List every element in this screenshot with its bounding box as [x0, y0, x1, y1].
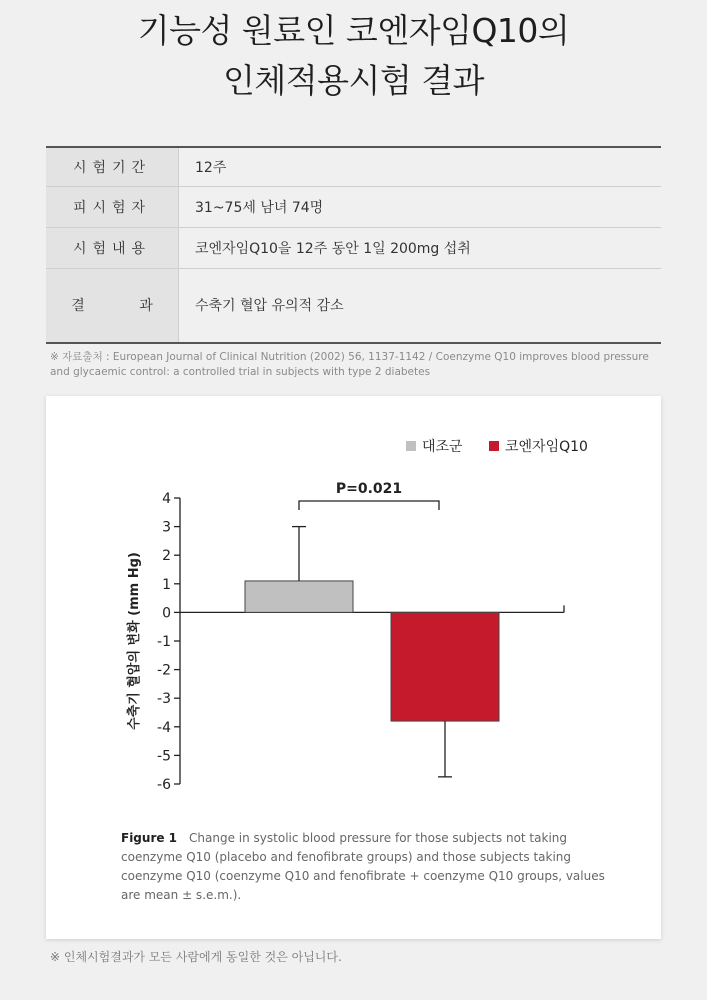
row-value: 코엔자임Q10을 12주 동안 1일 200mg 섭취: [179, 227, 662, 268]
bar-coq10: [391, 612, 499, 721]
figure-caption: [121, 829, 611, 905]
significance-bracket: [299, 501, 439, 510]
row-key: 시험기간: [46, 147, 179, 186]
y-tick-label: 4: [162, 491, 171, 507]
y-tick-label: 3: [162, 519, 171, 536]
y-tick-label: -1: [157, 634, 171, 650]
y-axis-label: 수축기 혈압의 변화 (mm Hg): [127, 552, 142, 730]
title-line-2: 인체적용시험 결과: [222, 61, 484, 100]
footnote: ※ 인체시험결과가 모든 사람에게 동일한 것은 아닙니다.: [50, 950, 342, 964]
page-title: [0, 6, 707, 106]
legend-swatch-coq10: [489, 441, 499, 451]
chart-card: [46, 396, 661, 939]
y-tick-label: -3: [157, 691, 171, 708]
row-value: 수축기 혈압 유의적 감소: [179, 268, 662, 343]
y-tick-label: 0: [162, 605, 171, 622]
y-tick-label: -6: [157, 777, 171, 793]
source-note: ※ 자료출처 : European Journal of Clinical Nutrition (2002) 56, 1137-1142 / Coenzyme Q10 improves blood pressure and glycaemic control: a controlled trial in subjects with type 2 diabetes: [50, 351, 649, 378]
p-value-label: P=0.021: [335, 481, 403, 497]
figure-label: Figure 1: [121, 831, 178, 845]
legend-label-coq10: 코엔자임Q10: [505, 439, 588, 455]
row-key: 결 과: [46, 268, 179, 343]
table-row: [46, 186, 661, 227]
y-tick-label: 1: [162, 576, 171, 593]
table-row: [46, 227, 661, 268]
row-key: 시험내용: [46, 227, 179, 268]
row-key: 피시험자: [46, 186, 179, 227]
y-tick-label: -2: [157, 662, 171, 679]
title-line-1: 기능성 원료인 코엔자임Q10의: [137, 11, 570, 50]
table-row: [46, 147, 661, 186]
legend-label-control: 대조군: [422, 439, 463, 455]
y-tick-label: 2: [162, 548, 171, 565]
bar-control: [245, 581, 353, 612]
row-value: 31~75세 남녀 74명: [179, 186, 662, 227]
row-value: 12주: [179, 147, 662, 186]
table-row: [46, 268, 661, 343]
study-info-table: [46, 146, 661, 344]
legend-swatch-control: [406, 441, 416, 451]
y-tick-label: -5: [157, 748, 171, 765]
figure-caption-text: Change in systolic blood pressure for those subjects not taking coenzyme Q10 (placebo and fenofibrate groups) and those subjects taking coenzyme Q10 (coenzyme Q10 and fenofibrate + coenzyme Q10 groups, values are mean ± s.e.m.).: [121, 831, 605, 902]
y-tick-label: -4: [157, 719, 171, 736]
